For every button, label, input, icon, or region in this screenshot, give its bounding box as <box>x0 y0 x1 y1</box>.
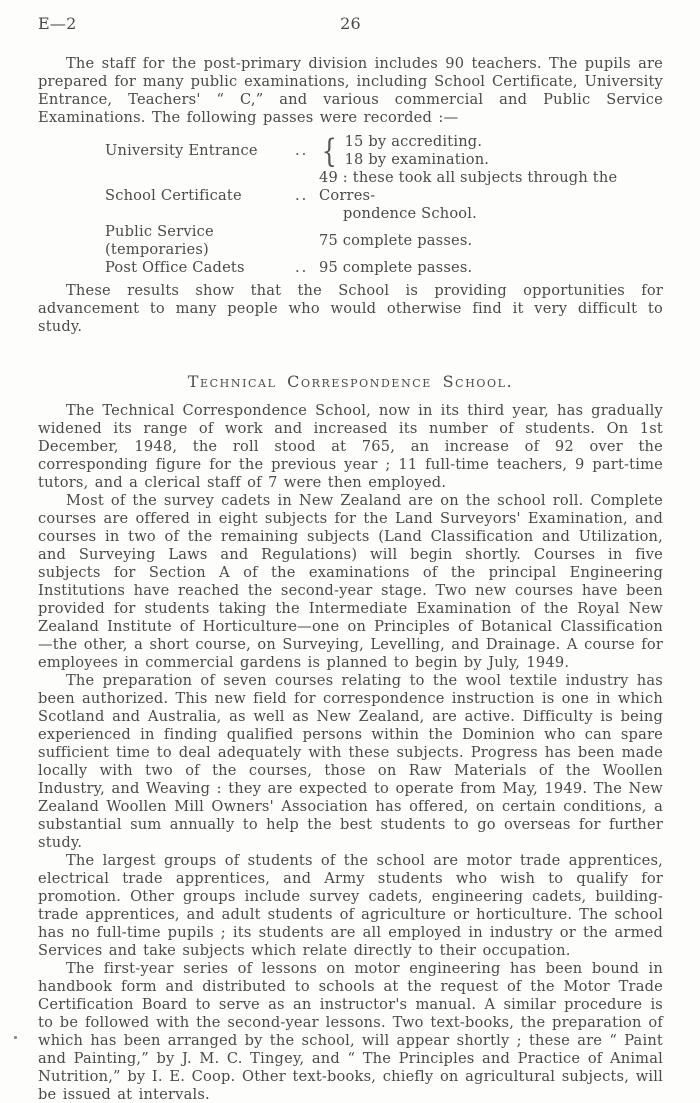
brace-glyph: { <box>321 132 337 170</box>
pass-value-line: pondence School. <box>343 205 478 222</box>
pass-values <box>319 169 663 223</box>
pass-values <box>345 133 663 169</box>
paragraph-results: These results show that the School is providing opportunities for advancement to many people who would otherwise find it very difficult to study. <box>38 282 663 335</box>
section-heading: Technical Correspondence School. <box>187 372 514 391</box>
pass-value-line: 75 complete passes. <box>319 232 473 249</box>
document-code: E—2 <box>38 14 77 33</box>
leader-dots: .. <box>295 187 309 204</box>
paragraph-survey-cadets: Most of the survey cadets in New Zealand are on the school roll. Complete courses are offered in eight subjects for the Land Surveyors' Examination, and courses in two of the remaining subjects (Land Classification and Utilization, and Surveying Laws and Regulations) will begin shortly. Courses in five subjects for Section A of the examinations of the principal Engineering Institutions have reached the second-year stage. Two new courses have been provided for students taking the Intermediate Examination of the Royal New Zealand Institute of Horticulture—one on Principles of Botanical Classification—the other, a short course, on Surveying, Levelling, and Drainage. A course for employees in commercial gardens is planned to begin by July, 1949. <box>38 492 663 671</box>
pass-value-line: 15 by accrediting. <box>344 133 483 150</box>
pass-label: University Entrance <box>105 142 258 159</box>
paragraph-student-groups: The largest groups of students of the school are motor trade apprentices, electrical trade apprentices, and Army students who wish to qualify for promotion. Other groups include survey cadets, engineering cadets, building-trade apprentices, and adult students of agriculture or horticulture. The school has no full-time pupils ; its students are all employed in industry or the armed Services and take subjects which relate directly to their occupation. <box>38 852 663 959</box>
pass-label: School Certificate <box>105 187 242 204</box>
page-number: 26 <box>340 14 361 33</box>
leader-dots: .. <box>295 142 309 159</box>
paragraph-motor-engineering: The first-year series of lessons on motor engineering has been bound in handbook form and distributed to schools at the request of the Motor Trade Certification Board to serve as an instructor's manual. A similar procedure is to be followed with the second-year lessons. Two text-books, the preparation of which has been arranged by the school, will appear shortly ; these are “ Paint and Painting,” by J. M. C. Tingey, and “ The Principles and Practice of Animal Nutrition,” by I. E. Coop. Other text-books, chiefly on agricultural subjects, will be issued at intervals. <box>38 960 663 1103</box>
pass-row-post-office-cadets <box>105 259 663 277</box>
leader-dots: .. <box>295 259 309 276</box>
pass-value-line: 95 complete passes. <box>319 259 473 276</box>
paragraph-staff-passes: The staff for the post-primary division includes 90 teachers. The pupils are prepared for many public examinations, including School Certificate, University Entrance, Teachers' “ C,” and various commercial and Public Service Examinations. The following passes were recorded :— <box>38 55 663 126</box>
pass-label: Public Service (temporaries) <box>105 223 214 258</box>
pass-value-line: 49 : these took all subjects through the Corres- <box>319 169 618 204</box>
paragraph-school-growth: The Technical Correspondence School, now in its third year, has gradually widened its range of work and increased its number of students. On 1st December, 1948, the roll stood at 765, an increase of 92 over the corresponding figure for the previous year ; 11 full-time teachers, 9 part-time tutors, and a clerical staff of 7 were then employed. <box>38 402 663 491</box>
pass-row-school-certificate <box>105 169 663 223</box>
pass-row-university-entrance <box>105 133 663 169</box>
passes-list <box>105 133 663 277</box>
pass-row-public-service <box>105 223 663 259</box>
paragraph-wool-textile: The preparation of seven courses relating to the wool textile industry has been authorized. This new field for correspondence instruction is one in which Scotland and Australia, as well as New Zealand, are active. Difficulty is being experienced in finding qualified persons within the Dominion who can spare sufficient time to deal adequately with these subjects. Progress has been made locally with two of the courses, those on Raw Materials of the Woollen Industry, and Weaving : they are expected to operate from May, 1949. The New Zealand Woollen Mill Owners' Association has offered, on certain conditions, a substantial sum annually to help the best students to go overseas for further study. <box>38 672 663 851</box>
running-head <box>38 14 663 38</box>
pass-value-line: 18 by examination. <box>344 151 490 168</box>
pass-label: Post Office Cadets <box>105 259 245 276</box>
print-artifact-dot <box>14 1036 17 1039</box>
